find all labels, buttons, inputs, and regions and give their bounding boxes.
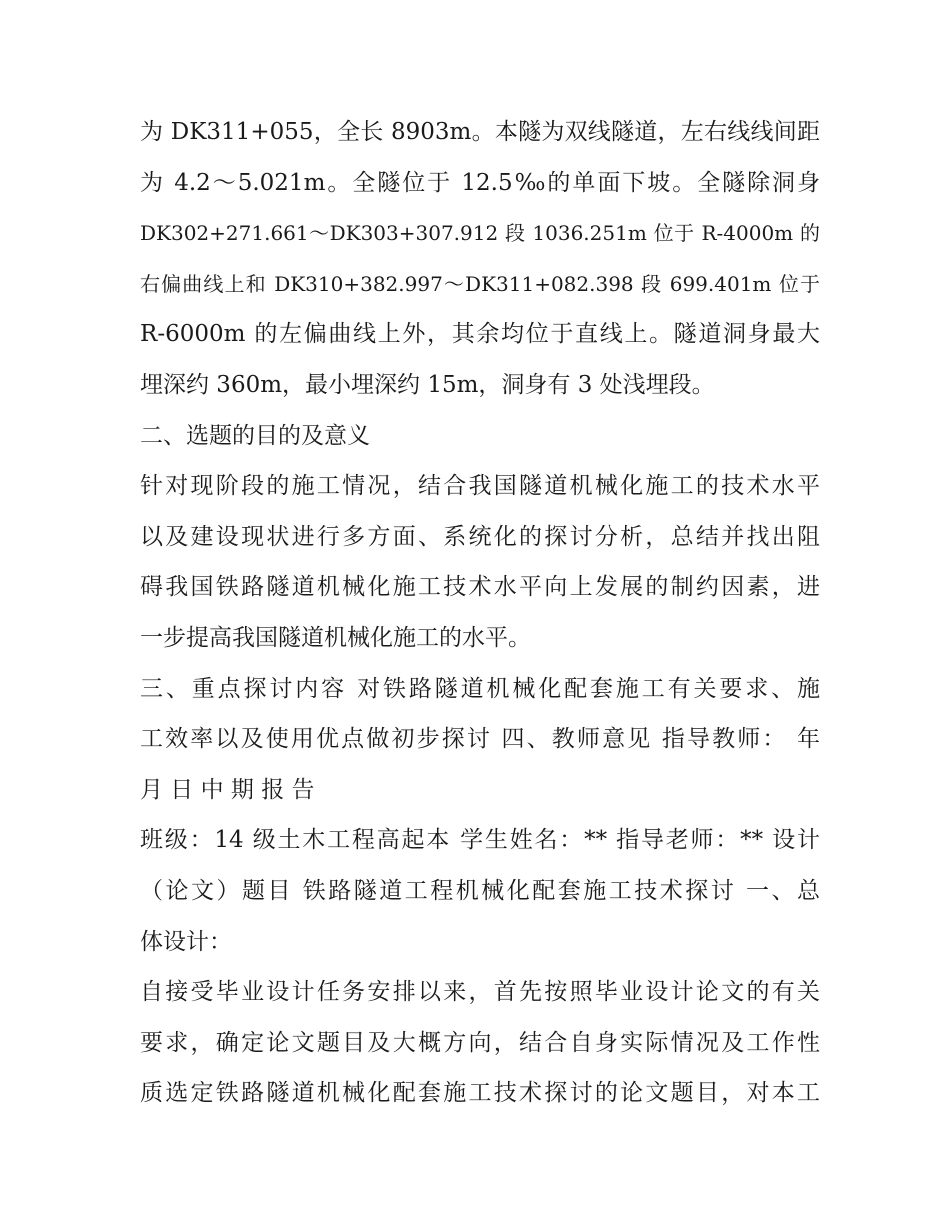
text-line-9: 以及建设现状进行多方面、系统化的探讨分析，总结并找出阻: [140, 523, 820, 550]
text-line-12: 三、重点探讨内容 对铁路隧道机械化配套施工有关要求、施: [140, 675, 820, 702]
text-line-13: 工效率以及使用优点做初步探讨 四、教师意见 指导教师： 年: [140, 726, 820, 753]
text-line-4: 右偏曲线上和 DK310+382.997～DK311+082.398 段 699.401m 位于: [140, 271, 820, 296]
text-line-7: 二、选题的目的及意义: [140, 422, 370, 449]
text-line-20: 质选定铁路隧道机械化配套施工技术探讨的论文题目，对本工: [140, 1080, 820, 1107]
text-line-15: 班级：14 级土木工程高起本 学生姓名：** 指导老师：** 设计: [140, 827, 820, 854]
text-line-1: 为 DK311+055，全长 8903m。本隧为双线隧道，左右线线间距: [140, 119, 820, 145]
text-line-19: 要求，确定论文题目及大概方向，结合自身实际情况及工作性: [140, 1029, 820, 1056]
text-line-16: （论文）题目 铁路隧道工程机械化配套施工技术探讨 一、总: [140, 877, 820, 904]
text-line-17: 体设计：: [140, 928, 232, 955]
text-line-5: R-6000m 的左偏曲线上外，其余均位于直线上。隧道洞身最大: [140, 321, 820, 348]
text-line-10: 碍我国铁路隧道机械化施工技术水平向上发展的制约因素，进: [140, 574, 820, 601]
document-body: [140, 107, 820, 1119]
text-line-11: 一步提高我国隧道机械化施工的水平。: [140, 624, 531, 651]
text-line-8: 针对现阶段的施工情况，结合我国隧道机械化施工的技术水平: [140, 473, 820, 500]
text-line-2: 为 4.2～5.021m。全隧位于 12.5‰的单面下坡。全隧除洞身: [140, 169, 820, 196]
text-line-6: 埋深约 360m，最小埋深约 15m，洞身有 3 处浅埋段。: [140, 371, 715, 398]
text-line-3: DK302+271.661～DK303+307.912 段 1036.251m 位于 R-4000m 的: [140, 221, 820, 246]
text-line-18: 自接受毕业设计任务安排以来，首先按照毕业设计论文的有关: [140, 979, 820, 1006]
text-line-14: 月 日 中 期 报 告: [140, 776, 315, 803]
